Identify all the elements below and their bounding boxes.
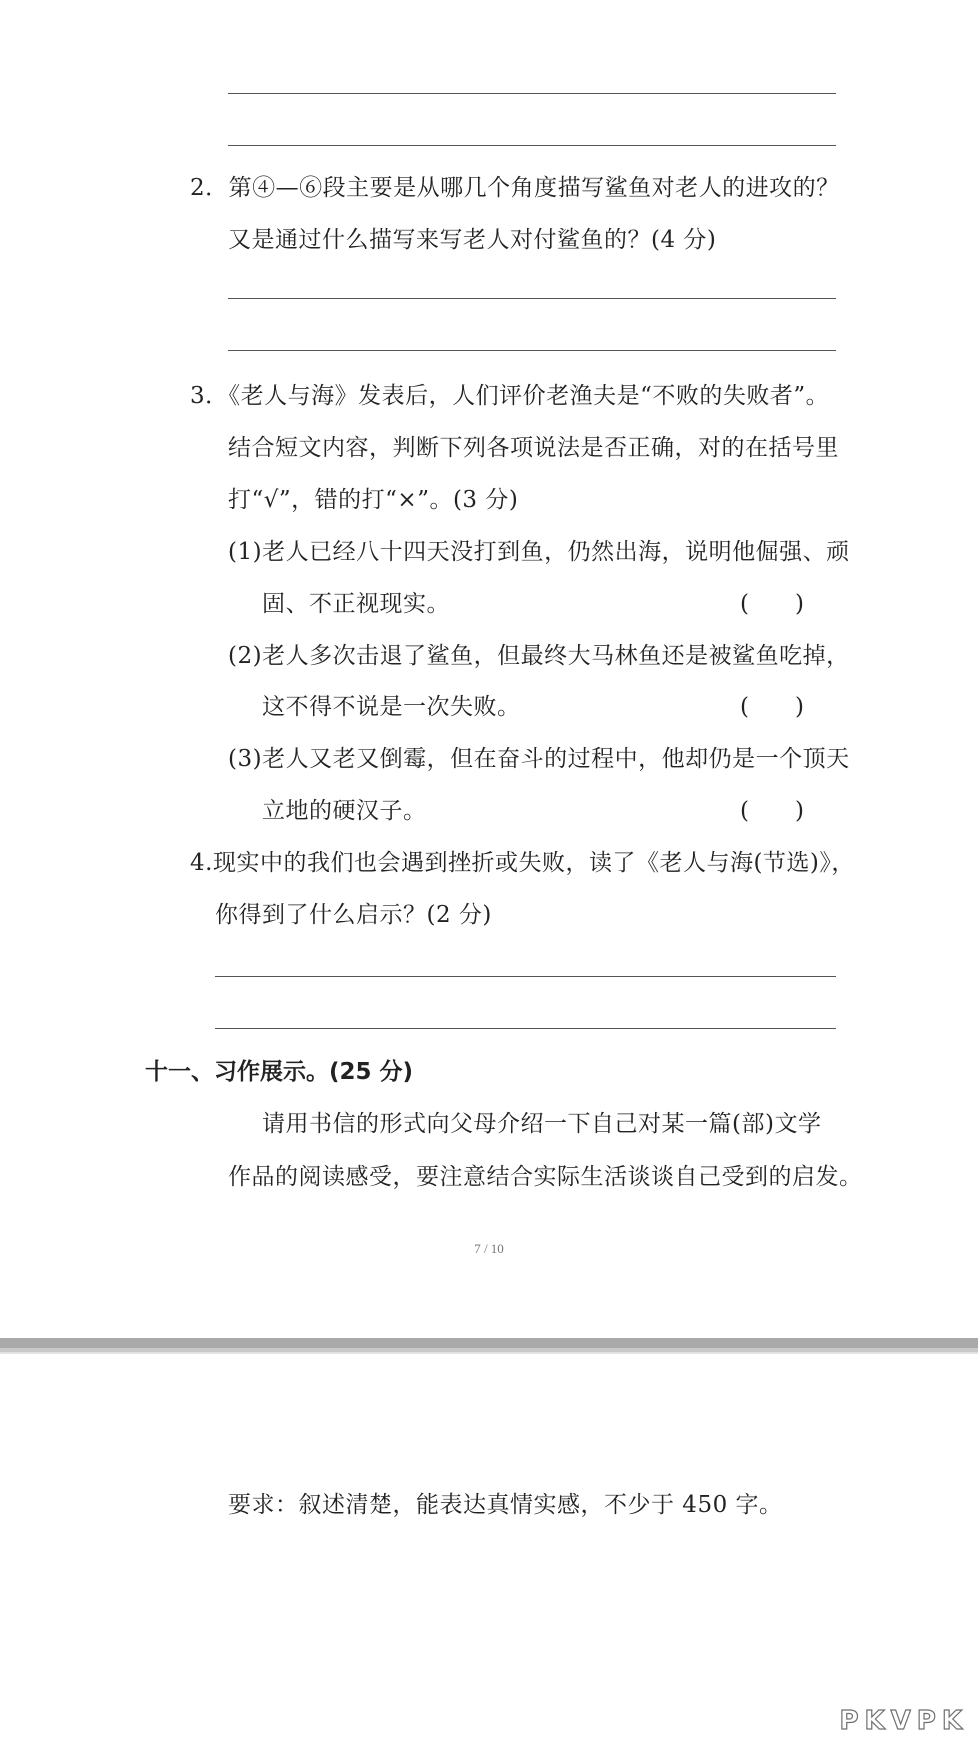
judgement-item-3-line-1: (3)老人又老又倒霉，但在奋斗的过程中，他却仍是一个顶天 — [228, 746, 850, 772]
judgement-item-1-line-2: 固、不正视现实。 — [262, 591, 450, 617]
question-3-line-2: 结合短文内容，判断下列各项说法是否正确，对的在括号里 — [228, 435, 839, 461]
question-2-line-2: 又是通过什么描写来写老人对付鲨鱼的？(4 分) — [228, 227, 717, 253]
answer-line — [228, 350, 836, 351]
page-break-divider — [0, 1338, 978, 1354]
section-11-prompt-line-2: 作品的阅读感受，要注意结合实际生活谈谈自己受到的启发。 — [228, 1164, 863, 1190]
answer-line — [215, 1028, 836, 1029]
answer-parentheses[interactable]: ( ) — [740, 798, 804, 824]
question-2-line-1: 2．第④—⑥段主要是从哪几个角度描写鲨鱼对老人的进攻的？ — [190, 175, 840, 201]
judgement-item-1-line-1: (1)老人已经八十四天没打到鱼，仍然出海，说明他倔强、顽 — [228, 539, 850, 565]
section-11-title: 十一、习作展示。(25 分) — [145, 1059, 414, 1085]
answer-line — [215, 976, 836, 977]
answer-line — [228, 298, 836, 299]
judgement-item-3-line-2: 立地的硬汉子。 — [262, 798, 427, 824]
section-11-prompt-line-1: 请用书信的形式向父母介绍一下自己对某一篇(部)文学 — [262, 1111, 822, 1137]
judgement-item-2-line-1: (2)老人多次击退了鲨鱼，但最终大马林鱼还是被鲨鱼吃掉， — [228, 643, 850, 669]
answer-parentheses[interactable]: ( ) — [740, 591, 804, 617]
question-4-line-2: 你得到了什么启示？(2 分) — [215, 902, 492, 928]
writing-requirement: 要求：叙述清楚，能表达真情实感，不少于 450 字。 — [228, 1492, 783, 1518]
answer-line — [228, 93, 836, 94]
watermark-logo: PKVPK — [839, 1706, 968, 1736]
answer-line — [228, 145, 836, 146]
question-3-line-1: 3．《老人与海》发表后，人们评价老渔夫是“不败的失败者”。 — [190, 383, 830, 409]
answer-parentheses[interactable]: ( ) — [740, 694, 804, 720]
question-3-line-3: 打“√”，错的打“×”。(3 分) — [228, 487, 519, 513]
page-number: 7 / 10 — [474, 1241, 504, 1256]
question-4-line-1: 4.现实中的我们也会遇到挫折或失败，读了《老人与海(节选)》， — [190, 850, 855, 876]
judgement-item-2-line-2: 这不得不说是一次失败。 — [262, 694, 521, 720]
